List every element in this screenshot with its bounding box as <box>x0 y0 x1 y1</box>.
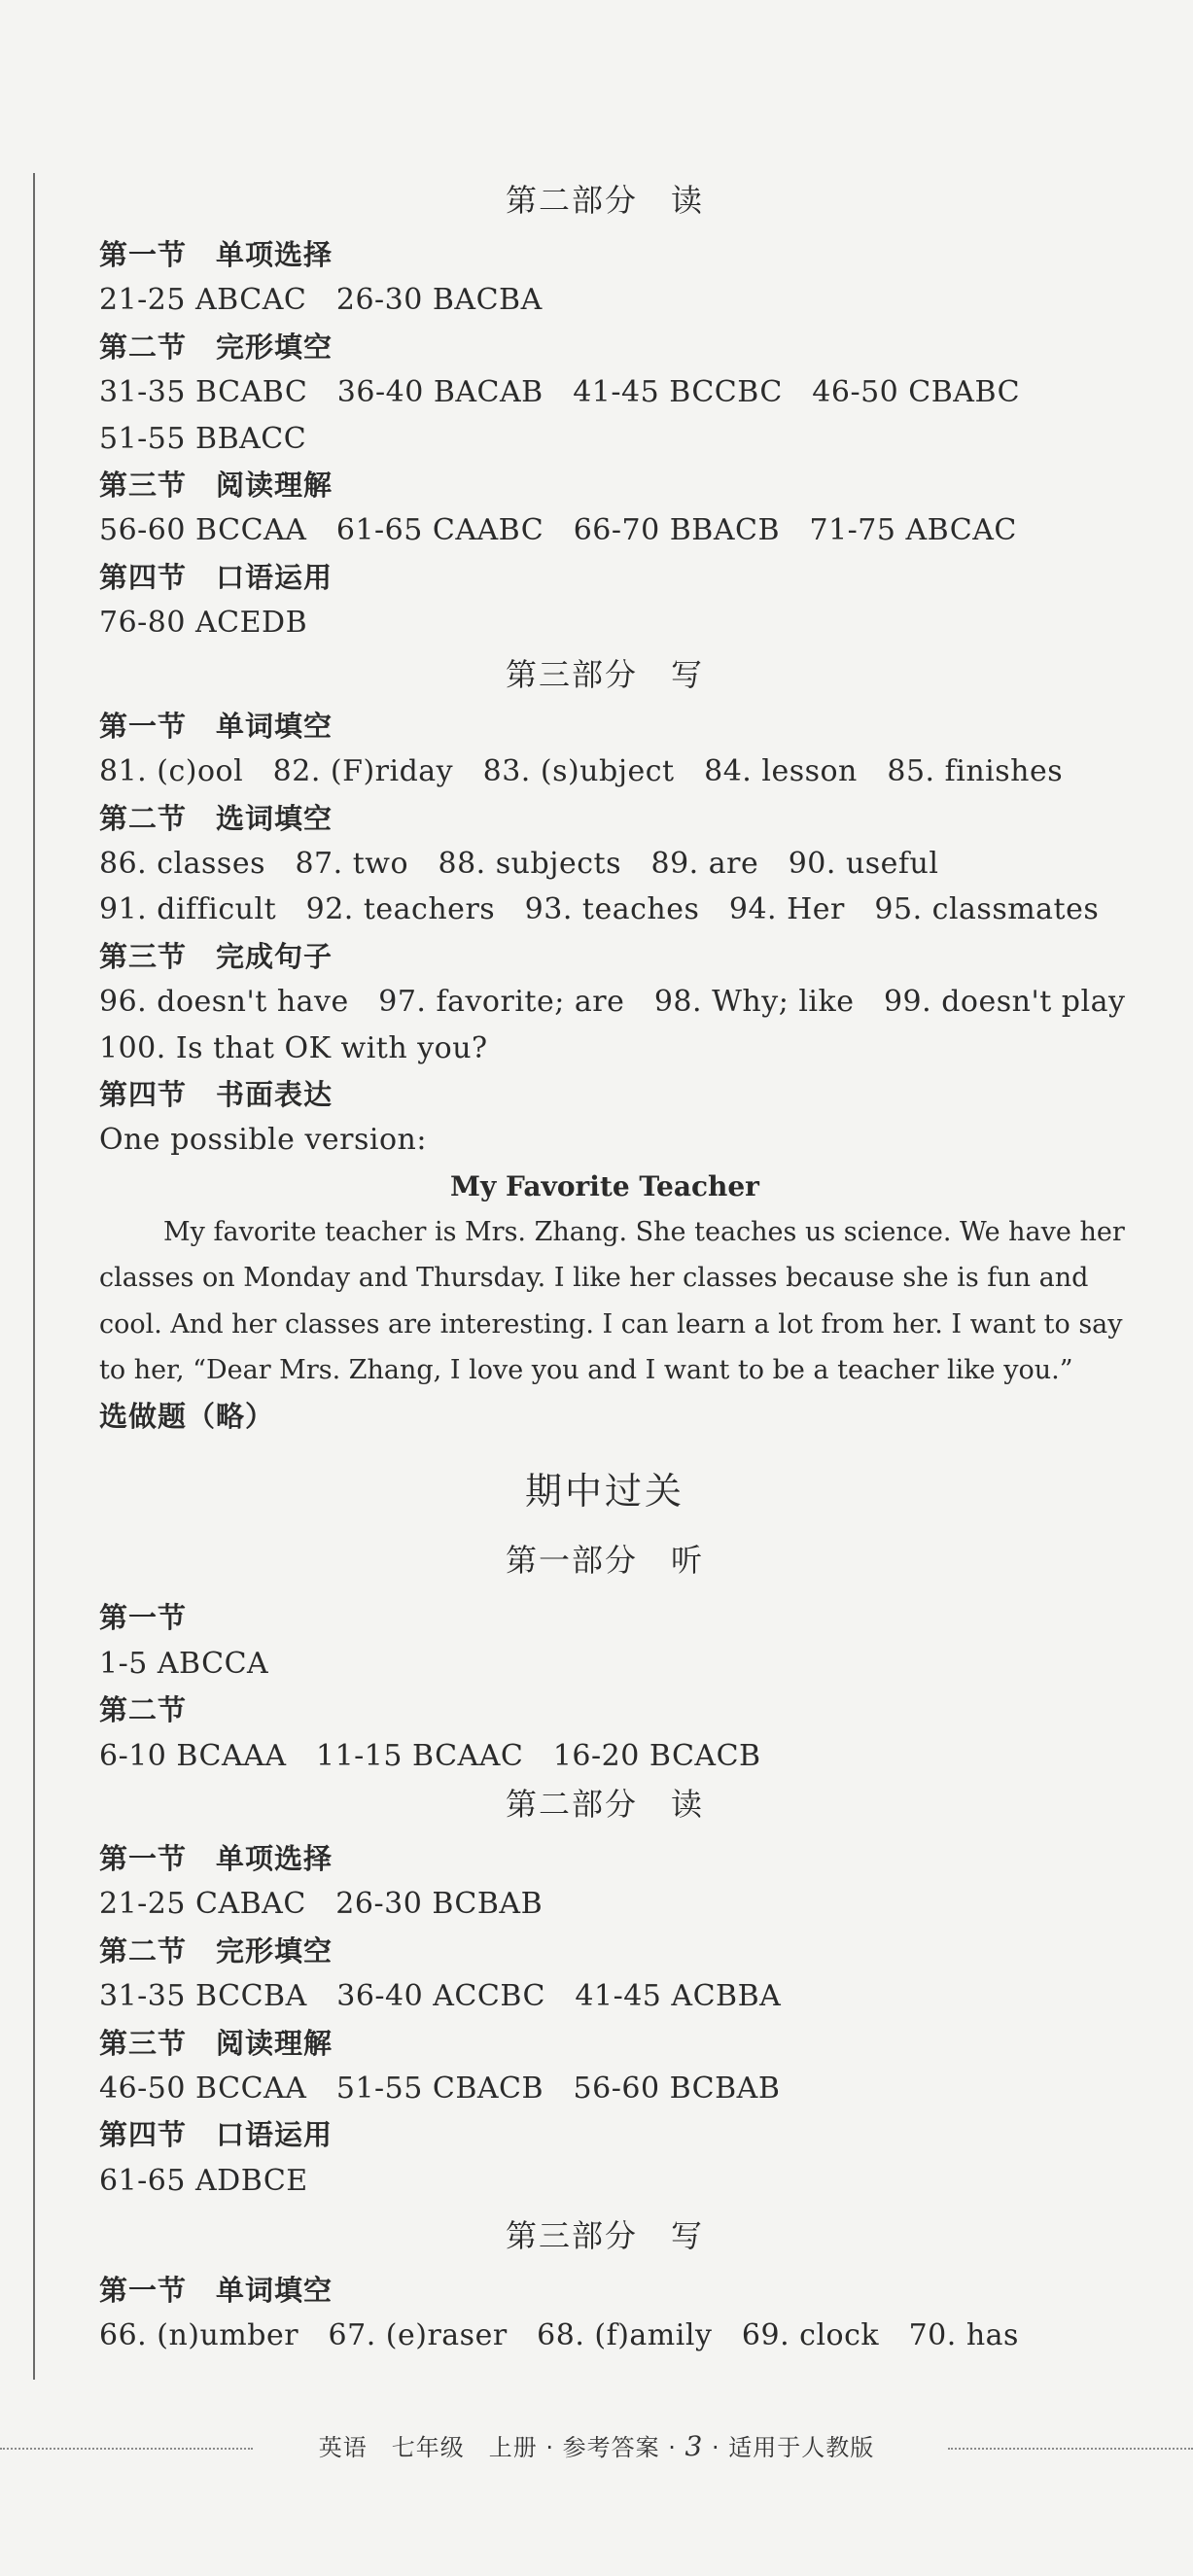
section-heading: 第三部分 写 <box>505 2217 704 2254</box>
subsection-heading: 第一节 单项选择 <box>99 238 333 271</box>
subsection-heading: 第一节 单词填空 <box>99 2274 333 2307</box>
answer-line: 56-60 BCCAA 61-65 CAABC 66-70 BBACB 71-75 ABCAC <box>99 513 1017 547</box>
left-border-line <box>33 173 35 2380</box>
answer-line: 100. Is that OK with you? <box>99 1031 488 1065</box>
subsection-heading: 第二节 完形填空 <box>99 1934 333 1967</box>
optional-note: 选做题（略） <box>99 1400 275 1433</box>
subsection-heading: 第四节 口语运用 <box>99 561 333 594</box>
section-heading: 第二部分 读 <box>505 1786 704 1823</box>
essay-line: classes on Monday and Thursday. I like her classes because she is fun and <box>99 1263 1089 1293</box>
essay-line: cool. And her classes are interesting. I can learn a lot from her. I want to say <box>99 1309 1123 1340</box>
answer-line: 21-25 ABCAC 26-30 BACBA <box>99 283 543 317</box>
answer-line: 61-65 ADBCE <box>99 2164 308 2198</box>
answer-line: 86. classes 87. two 88. subjects 89. are 90. useful <box>99 847 939 881</box>
page-footer <box>0 2428 1193 2462</box>
subsection-heading: 第三节 阅读理解 <box>99 2027 333 2060</box>
subsection-heading: 第一节 单词填空 <box>99 710 333 743</box>
subsection-heading: 第三节 阅读理解 <box>99 469 333 502</box>
answer-line: 6-10 BCAAA 11-15 BCAAC 16-20 BCACB <box>99 1739 761 1773</box>
answer-line: 81. (c)ool 82. (F)riday 83. (s)ubject 84. lesson 85. finishes <box>99 754 1064 788</box>
footer-left-text: 英语 七年级 上册 · 参考答案 · <box>318 2434 677 2461</box>
answer-line: 66. (n)umber 67. (e)raser 68. (f)amily 69. clock 70. has <box>99 2318 1019 2352</box>
subsection-heading: 第二节 完形填空 <box>99 331 333 364</box>
answer-line: 1-5 ABCCA <box>99 1647 269 1681</box>
subsection-heading: 第四节 书面表达 <box>99 1078 333 1111</box>
essay-line: My favorite teacher is Mrs. Zhang. She teaches us science. We have her <box>163 1217 1125 1247</box>
page-number: 3 <box>684 2430 704 2462</box>
subsection-heading: 第二节 选词填空 <box>99 802 333 835</box>
essay-line: to her, “Dear Mrs. Zhang, I love you and I want to be a teacher like you.” <box>99 1355 1073 1385</box>
answer-line: 31-35 BCABC 36-40 BACAB 41-45 BCCBC 46-50 CBABC <box>99 375 1021 409</box>
answer-line: 76-80 ACEDB <box>99 606 308 640</box>
section-heading: 第一部分 听 <box>505 1542 704 1579</box>
section-heading: 第二部分 读 <box>505 182 704 219</box>
subsection-heading: 第四节 口语运用 <box>99 2118 333 2151</box>
answer-line: 21-25 CABAC 26-30 BCBAB <box>99 1887 544 1921</box>
footer-right-text: · 适用于人教版 <box>712 2434 875 2461</box>
essay-title: My Favorite Teacher <box>450 1170 759 1202</box>
answer-line: 31-35 BCCBA 36-40 ACCBC 41-45 ACBBA <box>99 1979 782 2013</box>
answer-line: 51-55 BBACC <box>99 422 307 456</box>
subsection-heading: 第一节 单项选择 <box>99 1842 333 1875</box>
subsection-heading: 第一节 <box>99 1601 188 1634</box>
answer-line: One possible version: <box>99 1123 427 1157</box>
midterm-heading: 期中过关 <box>524 1470 684 1513</box>
answer-line: 91. difficult 92. teachers 93. teaches 94. Her 95. classmates <box>99 892 1100 926</box>
answer-line: 96. doesn't have 97. favorite; are 98. Why; like 99. doesn't play <box>99 985 1126 1019</box>
subsection-heading: 第三节 完成句子 <box>99 940 333 973</box>
section-heading: 第三部分 写 <box>505 656 704 693</box>
answer-line: 46-50 BCCAA 51-55 CBACB 56-60 BCBAB <box>99 2071 781 2106</box>
subsection-heading: 第二节 <box>99 1693 188 1726</box>
